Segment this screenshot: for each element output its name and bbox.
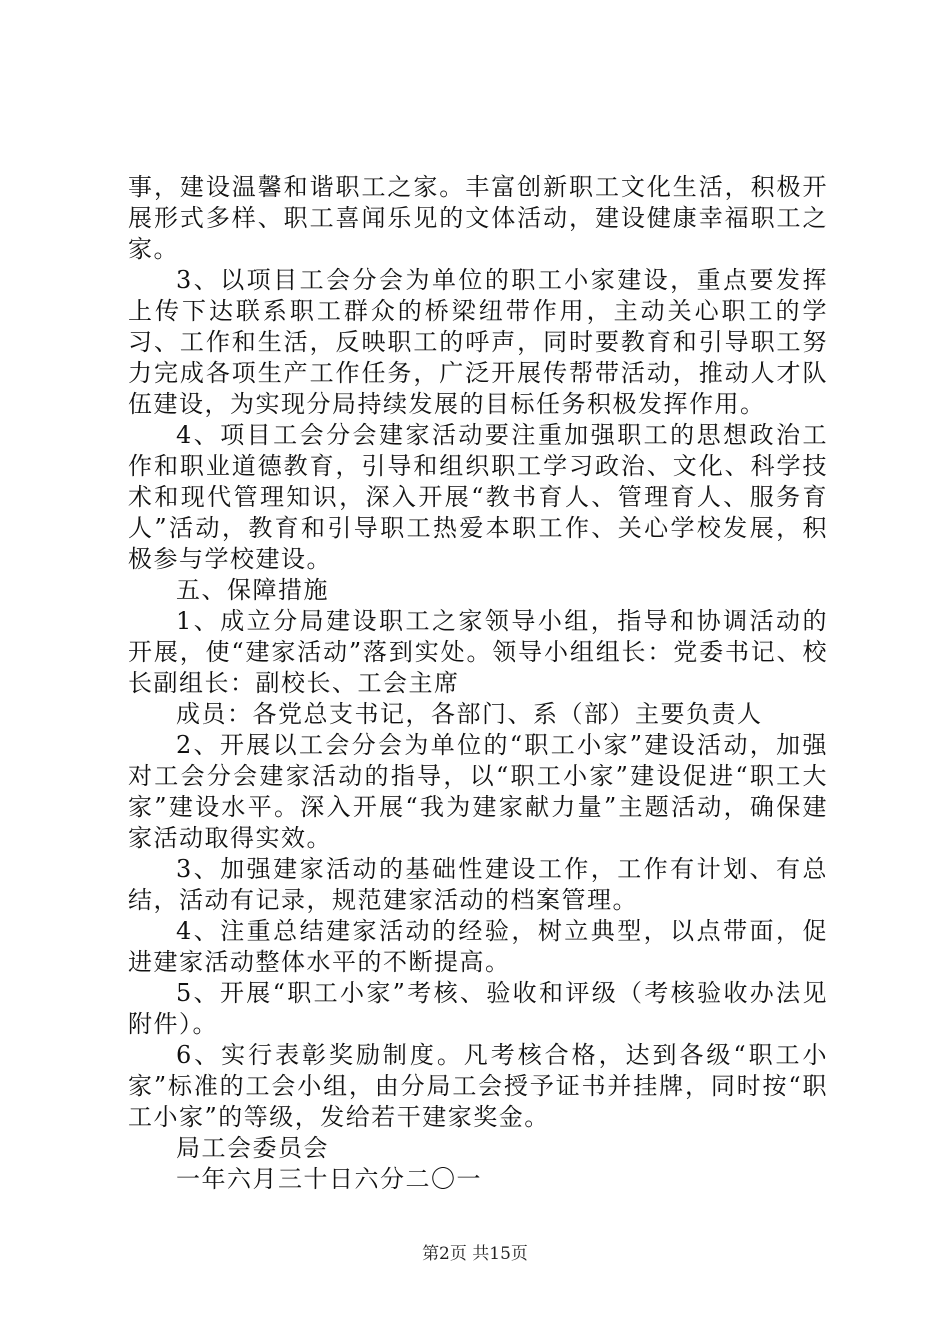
paragraph: 3、加强建家活动的基础性建设工作，工作有计划、有总结，活动有记录，规范建家活动的档案管理。 [128, 855, 828, 914]
paragraph: 2、开展以工会分会为单位的“职工小家”建设活动，加强对工会分会建家活动的指导，以“职工小家”建设促进“职工大家”建设水平。深入开展“我为建家献力量”主题活动，确保建家活动取得实效。 [128, 731, 828, 852]
paragraph: 1、成立分局建设职工之家领导小组，指导和协调活动的开展，使“建家活动”落到实处。领导小组组长：党委书记、校长副组长：副校长、工会主席 [128, 607, 828, 697]
paragraph: 成员：各党总支书记，各部门、系（部）主要负责人 [176, 700, 763, 728]
paragraph: 3、以项目工会分会为单位的职工小家建设，重点要发挥上传下达联系职工群众的桥梁纽带作用，主动关心职工的学习、工作和生活，反映职工的呼声，同时要教育和引导职工努力完成各项生产工作任务，广泛开展传帮带活动，推动人才队伍建设，为实现分局持续发展的目标任务积极发挥作用。 [128, 266, 828, 418]
paragraph: 事，建设温馨和谐职工之家。丰富创新职工文化生活，积极开展形式多样、职工喜闻乐见的文体活动，建设健康幸福职工之家。 [128, 173, 828, 263]
page-number: 第2页 共15页 [422, 1244, 528, 1264]
signature-date: 一年六月三十日六分二〇一 [176, 1165, 482, 1193]
paragraph: 6、实行表彰奖励制度。凡考核合格，达到各级“职工小家”标准的工会小组，由分局工会授予证书并挂牌，同时按“职工小家”的等级，发给若干建家奖金。 [128, 1041, 828, 1131]
paragraph: 4、注重总结建家活动的经验，树立典型，以点带面，促进建家活动整体水平的不断提高。 [128, 917, 828, 976]
document-body [128, 172, 828, 1195]
paragraph: 5、开展“职工小家”考核、验收和评级（考核验收办法见附件）。 [128, 979, 828, 1038]
signature-organization: 局工会委员会 [176, 1134, 329, 1162]
paragraph: 4、项目工会分会建家活动要注重加强职工的思想政治工作和职业道德教育，引导和组织职工学习政治、文化、科学技术和现代管理知识，深入开展“教书育人、管理育人、服务育人”活动，教育和引导职工热爱本职工作、关心学校发展，积极参与学校建设。 [128, 421, 828, 573]
section-heading: 五、保障措施 [176, 576, 329, 604]
